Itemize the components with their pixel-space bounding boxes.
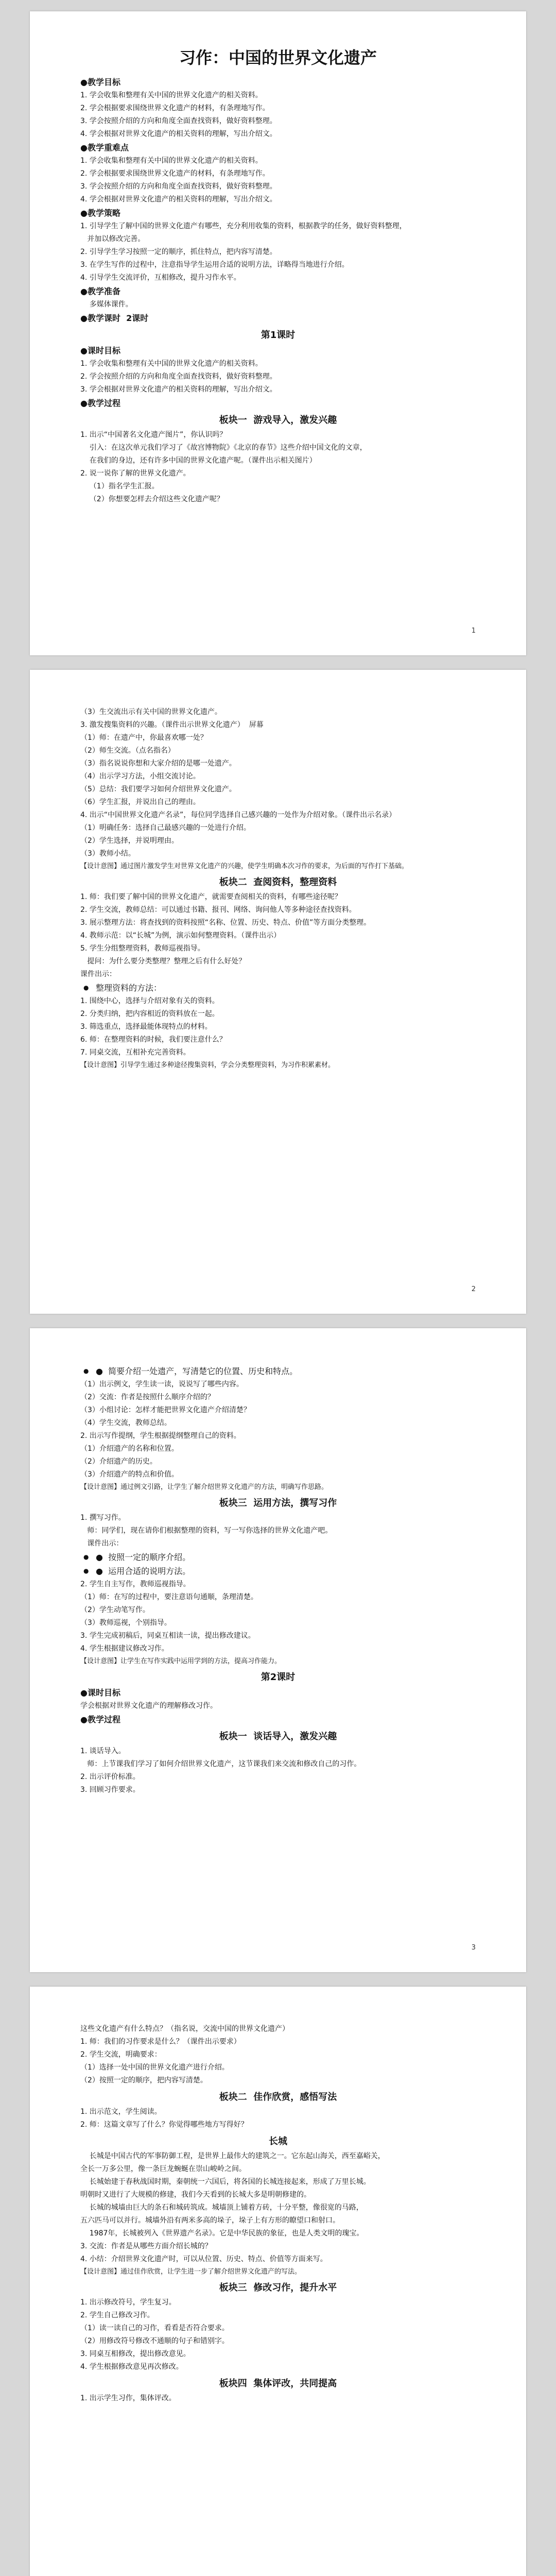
text-line: （1）师：在遗产中，你最喜欢哪一处？ xyxy=(80,734,207,742)
text-line: 3. 学生完成初稿后，同桌互相读一读，提出修改建议。 xyxy=(80,1632,255,1640)
text-line: 1. 学会收集和整理有关中国的世界文化遗产的相关资料。 xyxy=(80,360,263,368)
document-page xyxy=(30,1328,526,1972)
text-line: 3. 交流：作者是从哪些方面介绍长城的？ xyxy=(80,2242,212,2250)
text-line: 师：同学们，现在请你们根据整理的资料，写一写你选择的世界文化遗产吧。 xyxy=(80,1527,333,1535)
block-heading: 板块一 谈话导入，激发兴趣 xyxy=(219,1731,337,1742)
section-heading: ●教学策略 xyxy=(80,208,120,218)
section-heading: ●课时目标 xyxy=(80,346,120,355)
text-line: 【设计意图】引导学生通过多种途径搜集资料，学会分类整理资料，为习作积累素材。 xyxy=(80,1061,335,1069)
text-line: 2. 说一说你了解的世界文化遗产。 xyxy=(80,469,190,478)
text-line: （1）指名学生汇报。 xyxy=(80,482,159,490)
text-line: 1987年，长城被列入《世界遗产名录》。它是中华民族的象征，也是人类文明的瑰宝。 xyxy=(80,2229,364,2238)
document-page xyxy=(30,11,526,655)
text-line: 3. 同桌互相修改，提出修改意见。 xyxy=(80,2350,190,2358)
text-line: 1. 学会收集和整理有关中国的世界文化遗产的相关资料。 xyxy=(80,91,263,99)
text-line: （1）明确任务：选择自己最感兴趣的一处进行介绍。 xyxy=(80,824,251,832)
text-line: 【设计意图】通过佳作欣赏，让学生进一步了解介绍世界文化遗产的写法。 xyxy=(80,2268,302,2276)
page-number: 3 xyxy=(471,1944,476,1952)
text-line: 1. 师：我们的习作要求是什么？（课件出示要求） xyxy=(80,2038,241,2046)
text-line: 3. 回顾习作要求。 xyxy=(80,1786,140,1794)
text-line: 4. 学会根据对世界文化遗产的相关资料的理解，写出介绍文。 xyxy=(80,195,277,204)
text-line: 3. 筛选重点，选择最能体现特点的材料。 xyxy=(80,1023,212,1031)
text-line: 师：上节课我们学习了如何介绍世界文化遗产，这节课我们来交流和修改自己的习作。 xyxy=(80,1760,361,1768)
text-line: （3）介绍遗产的特点和价值。 xyxy=(80,1470,179,1479)
text-line: 5. 学生分组整理资料，教师巡视指导。 xyxy=(80,944,205,953)
text-line: 2. 学会根据要求围绕世界文化遗产的材料，有条理地写作。 xyxy=(80,104,270,112)
text-line: 4. 小结：介绍世界文化遗产时，可以从位置、历史、特点、价值等方面来写。 xyxy=(80,2255,327,2263)
text-line: （1）出示例文，学生读一读，说说写了哪些内容。 xyxy=(80,1380,244,1388)
text-line: （1）师：在写的过程中，要注意语句通顺，条理清楚。 xyxy=(80,1593,258,1601)
text-line: 长城的城墙由巨大的条石和城砖筑成。城墙顶上铺着方砖，十分平整，像很宽的马路， xyxy=(80,2204,363,2212)
text-line: 1. 出示学生习作，集体评改。 xyxy=(80,2394,176,2402)
text-line: 2. 学会根据要求围绕世界文化遗产的材料，有条理地写作。 xyxy=(80,170,270,178)
text-line: 4. 学生根据建议修改习作。 xyxy=(80,1645,169,1653)
text-line: 2. 学生交流，明确要求： xyxy=(80,2050,162,2059)
text-line: 提问：为什么要分类整理？整理之后有什么好处？ xyxy=(80,957,246,965)
block-heading: 第1课时 xyxy=(260,330,296,341)
text-line: 2. 学生自己修改习作。 xyxy=(80,2311,154,2319)
text-line: （2）按照一定的顺序，把内容写清楚。 xyxy=(80,2076,207,2084)
text-line: 这些文化遗产有什么特点？（指名说，交流中国的世界文化遗产） xyxy=(80,2025,289,2033)
text-line: 1. 撰写习作。 xyxy=(80,1514,126,1522)
text-line: 【设计意图】通过图片激发学生对世界文化遗产的兴趣，使学生明确本次习作的要求，为后面的写作打下基础。 xyxy=(80,862,409,870)
page-number: 2 xyxy=(471,1285,476,1293)
text-line: 3. 激发搜集资料的兴趣。（课件出示世界文化遗产） 屏幕 xyxy=(80,721,264,729)
text-line: 五六匹马可以并行。城墙外沿有两米多高的垛子，垛子上有方形的瞭望口和射口。 xyxy=(80,2216,340,2225)
text-line: 在我们的身边，还有许多中国的世界文化遗产呢。（课件出示相关图片） xyxy=(80,456,317,465)
text-line: 引入：在这次单元我们学习了《故宫博物院》《北京的春节》这些介绍中国文化的文章， xyxy=(80,444,367,452)
block-heading: 板块二 查阅资料，整理资料 xyxy=(219,877,337,888)
text-line: （6）学生汇报，并说出自己的理由。 xyxy=(80,798,200,806)
section-heading: ●教学课时 2课时 xyxy=(80,313,149,323)
text-line: 课件出示： xyxy=(80,970,116,978)
text-line: 3. 学会按照介绍的方向和角度全面查找资料，做好资料整理。 xyxy=(80,182,277,191)
text-line: 【设计意图】让学生在写作实践中运用学到的方法，提高习作能力。 xyxy=(80,1657,282,1665)
text-line: （5）总结：我们要学习如何介绍世界文化遗产。 xyxy=(80,785,236,793)
text-line: 全长一万多公里，像一条巨龙蜿蜒在崇山峻岭之间。 xyxy=(80,2165,246,2173)
section-heading: ●课时目标 xyxy=(80,1688,120,1698)
text-line: （3）教师小结。 xyxy=(80,850,135,858)
text-line: 多媒体课件。 xyxy=(80,300,133,309)
section-heading: ●教学目标 xyxy=(80,77,120,87)
text-line: 1. 引导学生了解中国的世界文化遗产有哪些，充分利用收集的资料，根据教学的任务，做好资料整理， xyxy=(80,222,407,230)
section-heading: ●教学过程 xyxy=(80,1715,120,1724)
text-line: （3）教师巡视，个别指导。 xyxy=(80,1619,171,1627)
bullet-item: ● ● 简要介绍一处遗产，写清楚它的位置、历史和特点。 xyxy=(80,1364,476,1378)
text-line: （4）出示学习方法，小组交流讨论。 xyxy=(80,772,200,781)
text-line: 2. 学生交流，教师总结：可以通过书籍、报刊、网络、询问他人等多种途径查找资料。 xyxy=(80,906,356,914)
text-line: （1）介绍遗产的名称和位置。 xyxy=(80,1445,179,1453)
text-line: 1. 谈话导入。 xyxy=(80,1747,126,1755)
text-line: （3）指名说说你想和大家介绍的是哪一处遗产。 xyxy=(80,759,236,768)
text-line: 3. 展示整理方法：将查找到的资料按照“名称、位置、历史、特点、价值”等方面分类整理。 xyxy=(80,919,371,927)
bullet-item: ● 整理资料的方法： xyxy=(80,981,476,995)
text-line: 2. 出示写作提纲，学生根据提纲整理自己的资料。 xyxy=(80,1432,241,1440)
text-line: （1）选择一处中国的世界文化遗产进行介绍。 xyxy=(80,2063,229,2072)
text-line: 1. 出示修改符号，学生复习。 xyxy=(80,2298,176,2307)
block-heading: 板块三 运用方法，撰写习作 xyxy=(219,1498,337,1509)
text-line: 2. 出示评价标准。 xyxy=(80,1773,140,1781)
text-line: 3. 在学生写作的过程中，注意指导学生运用合适的说明方法，详略得当地进行介绍。 xyxy=(80,261,349,269)
section-heading: ●教学准备 xyxy=(80,286,120,296)
text-line: 4. 出示“中国世界文化遗产名录”，每位同学选择自己感兴趣的一处作为介绍对象。（课件出示名录） xyxy=(80,811,396,819)
block-heading: 板块三 修改习作，提升水平 xyxy=(219,2282,337,2293)
text-line: （2）学生选择，并说明理由。 xyxy=(80,837,179,845)
text-line: （2）用修改符号修改不通顺的句子和错别字。 xyxy=(80,2337,229,2345)
text-line: 学会根据对世界文化遗产的理解修改习作。 xyxy=(80,1702,217,1710)
text-line: 2. 学生自主写作，教师巡视指导。 xyxy=(80,1580,190,1588)
block-heading: 板块一 游戏导入，激发兴趣 xyxy=(219,415,337,426)
bullet-item: ● ● 按照一定的顺序介绍。 xyxy=(80,1550,476,1564)
text-line: 1. 出示“中国著名文化遗产图片”，你认识吗？ xyxy=(80,431,227,439)
text-line: 长城是中国古代的军事防御工程，是世界上最伟大的建筑之一。它东起山海关，西至嘉峪关， xyxy=(80,2152,385,2160)
text-line: 4. 学生根据修改意见再次修改。 xyxy=(80,2363,183,2371)
text-line: 2. 学会按照介绍的方向和角度全面查找资料，做好资料整理。 xyxy=(80,372,277,381)
text-line: 2. 师：这篇文章写了什么？你觉得哪些地方写得好？ xyxy=(80,2121,248,2129)
text-line: （4）学生交流，教师总结。 xyxy=(80,1419,171,1427)
text-line: （3）生交流出示有关中国的世界文化遗产。 xyxy=(80,708,222,716)
text-line: （2）学生动笔写作。 xyxy=(80,1606,150,1614)
block-heading: 第2课时 xyxy=(260,1672,296,1683)
text-line: 1. 围绕中心，选择与介绍对象有关的资料。 xyxy=(80,997,219,1005)
text-line: 2. 引导学生学习按照一定的顺序，抓住特点，把内容写清楚。 xyxy=(80,248,277,256)
text-line: 【设计意图】通过例文引路，让学生了解介绍世界文化遗产的方法，明确写作思路。 xyxy=(80,1483,328,1491)
text-line: 3. 学会根据对世界文化遗产的相关资料的理解，写出介绍文。 xyxy=(80,385,277,394)
text-line: （2）交流：作者是按照什么顺序介绍的？ xyxy=(80,1393,215,1401)
block-heading: 板块二 佳作欣赏，感悟写法 xyxy=(219,2092,337,2103)
text-line: 课件出示： xyxy=(80,1539,124,1548)
section-heading: ●教学过程 xyxy=(80,398,120,408)
document-page xyxy=(30,1987,526,2576)
section-heading: ●教学重难点 xyxy=(80,143,129,152)
text-line: 3. 学会按照介绍的方向和角度全面查找资料，做好资料整理。 xyxy=(80,117,277,125)
document-title: 习作：中国的世界文化遗产 xyxy=(179,48,377,67)
text-line: 1. 出示范文，学生阅读。 xyxy=(80,2108,162,2116)
text-line: 6. 师：在整理资料的时候，我们要注意什么？ xyxy=(80,1036,227,1044)
text-line: 1. 师：我们要了解中国的世界文化遗产，就需要查阅相关的资料，有哪些途径呢？ xyxy=(80,893,342,901)
text-line: （2）你想要怎样去介绍这些文化遗产呢？ xyxy=(80,495,224,503)
page-number: 1 xyxy=(471,627,476,635)
text-line: 长城始建于春秋战国时期，秦朝统一六国后，将各国的长城连接起来，形成了万里长城。 xyxy=(80,2178,371,2186)
text-line: 4. 学会根据对世界文化遗产的相关资料的理解，写出介绍文。 xyxy=(80,130,277,138)
text-line: 2. 分类归纳，把内容相近的资料放在一起。 xyxy=(80,1010,219,1018)
text-line: （3）小组讨论：怎样才能把世界文化遗产介绍清楚？ xyxy=(80,1406,251,1414)
document-page xyxy=(30,670,526,1314)
text-line: 1. 学会收集和整理有关中国的世界文化遗产的相关资料。 xyxy=(80,157,263,165)
block-heading: 长城 xyxy=(269,2136,287,2147)
text-line: 4. 引导学生交流评价，互相修改，提升习作水平。 xyxy=(80,274,241,282)
text-line: （1）读一读自己的习作，看看是否符合要求。 xyxy=(80,2324,229,2332)
text-line: （2）师生交流。（点名指名） xyxy=(80,747,175,755)
bullet-item: ● ● 运用合适的说明方法。 xyxy=(80,1564,476,1578)
text-line: 并加以修改完善。 xyxy=(80,235,145,243)
text-line: 7. 同桌交流，互相补充完善资料。 xyxy=(80,1048,190,1057)
text-line: 明朝时又进行了大规模的修建，我们今天看到的长城大多是明朝修建的。 xyxy=(80,2191,311,2199)
block-heading: 板块四 集体评改，共同提高 xyxy=(219,2378,337,2389)
text-line: 4. 教师示范：以“长城”为例，演示如何整理资料。（课件出示） xyxy=(80,931,281,940)
text-line: （2）介绍遗产的历史。 xyxy=(80,1458,157,1466)
